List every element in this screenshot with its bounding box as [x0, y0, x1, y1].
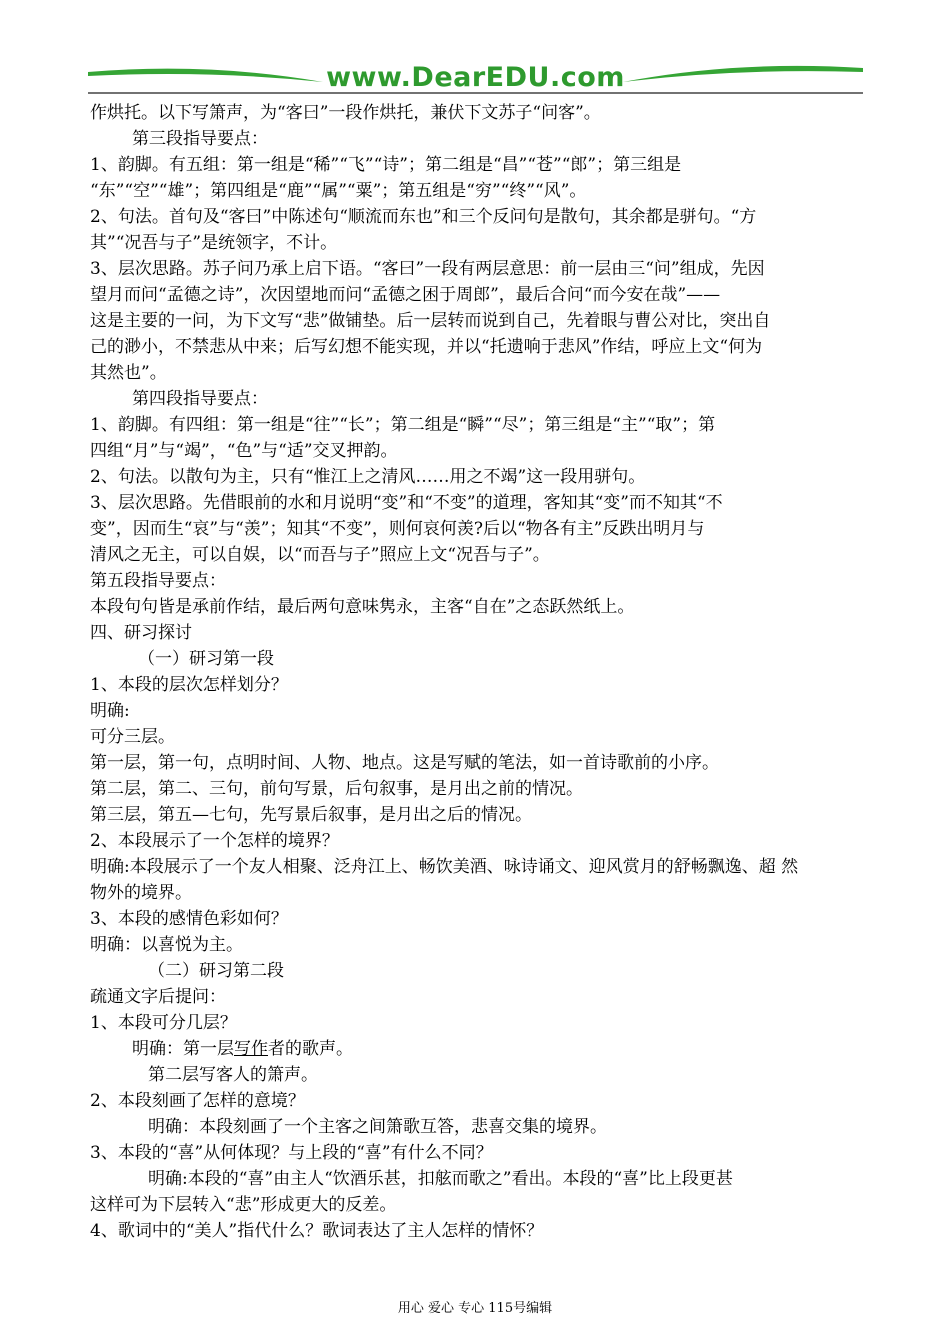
text-line: 第一层，第一句，点明时间、人物、地点。这是写赋的笔法，如一首诗歌前的小序。: [90, 753, 719, 773]
header-banner: [88, 58, 863, 98]
section-heading: 第四段指导要点：: [132, 389, 268, 409]
text-line: 清风之无主，可以自娱，以“而吾与子”照应上文“况吾与子”。: [90, 545, 550, 565]
text-line: 第二层写客人的箫声。: [148, 1065, 318, 1085]
text-line: 3、本段的“喜”从何体现？与上段的“喜”有什么不同？: [90, 1143, 493, 1163]
text-line: 4、歌词中的“美人”指代什么？歌词表达了主人怎样的情怀？: [90, 1221, 544, 1241]
text-line: 本段句句皆是承前作结，最后两句意味隽永，主客“自在”之态跃然纸上。: [90, 597, 635, 617]
text-line: 其”“况吾与子”是统领字，不计。: [90, 233, 338, 253]
text-line: 1、韵脚。有五组：第一组是“稀”“飞”“诗”；第二组是“昌”“苍”“郎”；第三组是: [90, 155, 682, 175]
text-line: 物外的境界。: [90, 883, 192, 903]
text-line: 变”，因而生“哀”与“羡”；知其“不变”，则何哀何羡?后以“物各有主”反跌出明月与: [90, 519, 705, 539]
text-line: 己的渺小，不禁悲从中来；后写幻想不能实现，并以“托遗响于悲风”作结，呼应上文“何为: [90, 337, 763, 357]
text-line: 明确:本段展示了一个友人相聚、泛舟江上、畅饮美酒、咏诗诵文、迎风赏月的舒畅飘逸、超 然: [90, 857, 799, 877]
text-fragment: 者的歌声。: [268, 1039, 353, 1059]
text-line: 望月而问“孟德之诗”，次因望地而问“孟德之困于周郎”，最后合问“而今安在哉”——: [90, 285, 721, 305]
text-line: 2、句法。首句及“客曰”中陈述句“顺流而东也”和三个反问句是散句，其余都是骈句。“方: [90, 207, 757, 227]
subsection-heading: （二）研习第二段: [148, 961, 284, 981]
text-line: 其然也”。: [90, 363, 167, 383]
text-line: 疏通文字后提问：: [90, 987, 226, 1007]
section-heading: 第五段指导要点：: [90, 571, 226, 591]
text-line: 可分三层。: [90, 727, 175, 747]
text-line: 1、本段的层次怎样划分？: [90, 675, 288, 695]
text-line: 明确：本段刻画了一个主客之间箫歌互答，悲喜交集的境界。: [148, 1117, 607, 1137]
text-line: 这样可为下层转入“悲”形成更大的反差。: [90, 1195, 397, 1215]
text-line: “东”“空”“雄”；第四组是“鹿”“属”“粟”；第五组是“穷”“终”“风”。: [90, 181, 587, 201]
text-line: 第二层，第二、三句，前句写景，后句叙事，是月出之前的情况。: [90, 779, 583, 799]
text-fragment: 明确：第一层: [132, 1039, 234, 1059]
underlined-link[interactable]: 写作: [234, 1039, 268, 1059]
page-footer: 用心 爱心 专心 115号编辑: [397, 1301, 553, 1316]
document-body: [90, 100, 863, 1244]
text-line: 1、韵脚。有四组：第一组是“往”“长”；第二组是“瞬”“尽”；第三组是“主”“取”；第: [90, 415, 716, 435]
text-line: 3、本段的感情色彩如何？: [90, 909, 288, 929]
section-heading: 第三段指导要点：: [132, 129, 268, 149]
text-line: 3、层次思路。苏子问乃承上启下语。“客曰”一段有两层意思：前一层由三“问”组成，先因: [90, 259, 765, 279]
text-line: 这是主要的一问，为下文写“悲”做铺垫。后一层转而说到自己，先着眼与曹公对比，突出自: [90, 311, 771, 331]
site-logo[interactable]: www.DearEDU.com: [326, 62, 625, 93]
text-line: 1、本段可分几层？: [90, 1013, 237, 1033]
text-line: 2、句法。以散句为主，只有“惟江上之清风……用之不竭”这一段用骈句。: [90, 467, 646, 487]
text-line: 明确:本段的“喜”由主人“饮酒乐甚，扣舷而歌之”看出。本段的“喜”比上段更甚: [148, 1169, 733, 1189]
text-line: [90, 1036, 863, 1062]
text-line: 作烘托。以下写箫声，为“客曰”一段作烘托，兼伏下文苏子“问客”。: [90, 103, 601, 123]
text-line: 第三层，第五—七句，先写景后叙事，是月出之后的情况。: [90, 805, 532, 825]
text-line: 2、本段展示了一个怎样的境界？: [90, 831, 339, 851]
text-line: 明确：以喜悦为主。: [90, 935, 243, 955]
text-line: 2、本段刻画了怎样的意境？: [90, 1091, 305, 1111]
subsection-heading: （一）研习第一段: [138, 649, 274, 669]
text-line: 明确:: [90, 701, 130, 721]
text-line: 四组“月”与“竭”，“色”与“适”交叉押韵。: [90, 441, 398, 461]
section-heading: 四、研习探讨: [90, 623, 192, 643]
text-line: 3、层次思路。先借眼前的水和月说明“变”和“不变”的道理，客知其“变”而不知其“不: [90, 493, 723, 513]
